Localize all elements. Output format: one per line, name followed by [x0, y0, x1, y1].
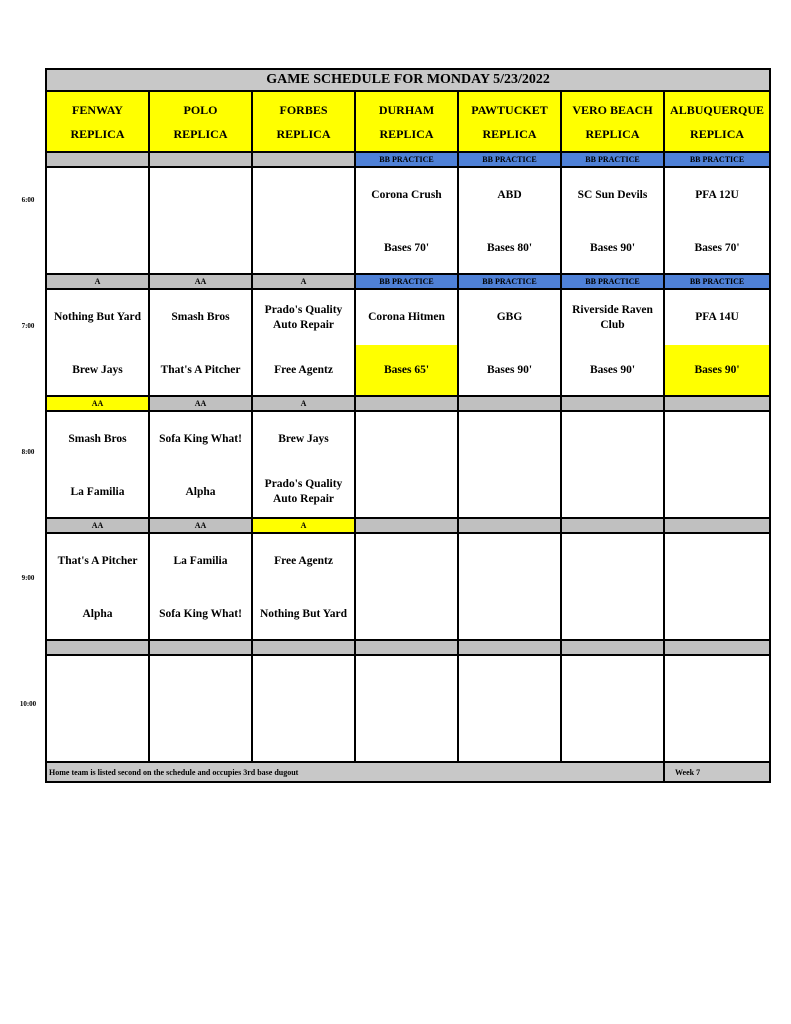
- home-team: [562, 711, 663, 761]
- home-team: [459, 589, 560, 639]
- visitor-team: That's A Pitcher: [57, 555, 138, 567]
- time-label-8: 8:00: [21, 448, 35, 456]
- home-team: [356, 711, 457, 761]
- visitor-team: [356, 534, 457, 589]
- game-cell: [149, 411, 252, 518]
- game-cell: [46, 411, 149, 518]
- field-name: ALBUQUERQUE: [670, 102, 765, 117]
- time-label-7: 7:00: [21, 322, 35, 330]
- home-team: Prado's Quality Auto Repair: [264, 478, 343, 505]
- division-label: [664, 518, 770, 533]
- visitor-team: [253, 168, 354, 223]
- practice-label: BB PRACTICE: [355, 152, 458, 167]
- division-label: [664, 640, 770, 655]
- bases-distance: Bases 65': [356, 345, 457, 395]
- game-cell: [561, 411, 664, 518]
- schedule-title: GAME SCHEDULE FOR MONDAY 5/23/2022: [46, 69, 770, 91]
- division-label-row: [46, 274, 770, 289]
- game-cell: [252, 289, 355, 396]
- game-cell: [149, 167, 252, 274]
- game-cell: [664, 655, 770, 762]
- practice-team: Riverside Raven Club: [572, 303, 653, 331]
- time-label-10: 10:00: [19, 700, 37, 708]
- bases-distance: Bases 90': [589, 241, 636, 254]
- game-cell: [561, 533, 664, 640]
- footer-row: [46, 762, 770, 782]
- home-team: [356, 589, 457, 639]
- time-slot-row: [46, 411, 770, 518]
- visitor-team: [562, 656, 663, 711]
- bases-distance: Bases 90': [665, 345, 769, 395]
- division-label: [664, 396, 770, 411]
- practice-label: BB PRACTICE: [664, 274, 770, 289]
- division-label: [458, 396, 561, 411]
- game-cell: [46, 289, 149, 396]
- home-team: [562, 467, 663, 517]
- division-label: A: [46, 274, 149, 289]
- home-team: [356, 467, 457, 517]
- game-cell: [252, 167, 355, 274]
- practice-label: BB PRACTICE: [561, 152, 664, 167]
- practice-team: SC Sun Devils: [577, 189, 648, 201]
- game-cell: [355, 533, 458, 640]
- home-team: [253, 223, 354, 273]
- game-cell: [149, 655, 252, 762]
- field-header-row: [46, 91, 770, 152]
- visitor-team: Sofa King What!: [159, 433, 242, 445]
- bases-distance: Bases 90': [589, 363, 636, 376]
- division-label: [149, 640, 252, 655]
- practice-team: PFA 14U: [695, 311, 739, 323]
- field-header-forbes: [252, 91, 355, 152]
- home-team: Free Agentz: [274, 363, 333, 376]
- visitor-team: [459, 534, 560, 589]
- division-label-row: [46, 640, 770, 655]
- division-label: AA: [149, 396, 252, 411]
- division-label: [149, 152, 252, 167]
- division-label: A: [252, 518, 355, 533]
- home-team: [150, 223, 251, 273]
- game-cell: [561, 167, 664, 274]
- game-cell: [664, 411, 770, 518]
- division-label: AA: [46, 396, 149, 411]
- visitor-team: Nothing But Yard: [53, 311, 142, 323]
- game-cell: [252, 655, 355, 762]
- division-label: AA: [46, 518, 149, 533]
- field-name: PAWTUCKET: [471, 102, 548, 117]
- game-cell: [46, 167, 149, 274]
- home-team: Sofa King What!: [159, 607, 242, 620]
- home-team: Alpha: [185, 485, 216, 498]
- division-label: [252, 152, 355, 167]
- division-label: A: [252, 396, 355, 411]
- practice-team: ABD: [497, 189, 522, 201]
- field-sub: REPLICA: [379, 126, 434, 141]
- practice-team: GBG: [496, 311, 523, 323]
- game-cell: [561, 655, 664, 762]
- game-cell: [355, 411, 458, 518]
- home-team: [253, 711, 354, 761]
- time-slot-row: [46, 289, 770, 396]
- division-label-row: [46, 518, 770, 533]
- home-team: That's A Pitcher: [160, 363, 241, 376]
- visitor-team: [562, 534, 663, 589]
- bases-distance: Bases 90': [486, 363, 533, 376]
- division-label-row: [46, 396, 770, 411]
- field-sub: REPLICA: [276, 126, 331, 141]
- game-cell: [664, 533, 770, 640]
- home-team: [459, 711, 560, 761]
- field-name: VERO BEACH: [572, 102, 653, 117]
- division-label: [458, 518, 561, 533]
- time-label-6: 6:00: [21, 196, 35, 204]
- time-slot-row: [46, 655, 770, 762]
- game-cell: [252, 411, 355, 518]
- home-team: [150, 711, 251, 761]
- division-label: [561, 396, 664, 411]
- game-cell: [458, 533, 561, 640]
- game-cell: [561, 289, 664, 396]
- game-cell: [252, 533, 355, 640]
- visitor-team: [150, 168, 251, 223]
- division-label: AA: [149, 274, 252, 289]
- week-label: Week 7: [664, 762, 770, 782]
- home-team: Alpha: [82, 607, 113, 620]
- division-label: [561, 518, 664, 533]
- visitor-team: [665, 656, 769, 711]
- visitor-team: [459, 412, 560, 467]
- visitor-team: [253, 656, 354, 711]
- visitor-team: [356, 412, 457, 467]
- practice-label: BB PRACTICE: [458, 274, 561, 289]
- field-sub: REPLICA: [173, 126, 228, 141]
- visitor-team: Free Agentz: [274, 555, 333, 567]
- home-team: Brew Jays: [72, 363, 123, 376]
- visitor-team: [356, 656, 457, 711]
- time-label-9: 9:00: [21, 574, 35, 582]
- visitor-team: [47, 656, 148, 711]
- division-label: [355, 396, 458, 411]
- division-label: [46, 640, 149, 655]
- field-sub: REPLICA: [70, 126, 125, 141]
- division-label: [458, 640, 561, 655]
- practice-label: BB PRACTICE: [664, 152, 770, 167]
- visitor-team: [150, 656, 251, 711]
- home-team: La Familia: [70, 485, 125, 498]
- game-cell: [458, 411, 561, 518]
- practice-team: Corona Hitmen: [368, 311, 445, 323]
- game-cell: [355, 655, 458, 762]
- field-name: FENWAY: [72, 102, 123, 117]
- visitor-team: Brew Jays: [278, 433, 329, 445]
- division-label: A: [252, 274, 355, 289]
- field-name: POLO: [183, 102, 218, 117]
- visitor-team: Smash Bros: [171, 311, 230, 323]
- practice-label: BB PRACTICE: [355, 274, 458, 289]
- game-cell: [46, 533, 149, 640]
- home-team: [459, 467, 560, 517]
- bases-distance: Bases 80': [486, 241, 533, 254]
- home-team: [665, 467, 769, 517]
- home-team: [665, 711, 769, 761]
- visitor-team: [459, 656, 560, 711]
- field-sub: REPLICA: [482, 126, 537, 141]
- field-header-vero-beach: [561, 91, 664, 152]
- division-label: [355, 640, 458, 655]
- practice-team: PFA 12U: [695, 189, 739, 201]
- visitor-team: Smash Bros: [68, 433, 127, 445]
- practice-label: BB PRACTICE: [561, 274, 664, 289]
- game-cell: [46, 655, 149, 762]
- visitor-team: Prado's Quality Auto Repair: [264, 303, 343, 331]
- home-team: Nothing But Yard: [259, 607, 348, 620]
- division-label: [46, 152, 149, 167]
- division-label-row: [46, 152, 770, 167]
- field-sub: REPLICA: [690, 126, 745, 141]
- home-team: [47, 223, 148, 273]
- visitor-team: [665, 534, 769, 589]
- visitor-team: [47, 168, 148, 223]
- division-label: [252, 640, 355, 655]
- game-cell: [355, 289, 458, 396]
- game-cell: [664, 167, 770, 274]
- field-header-polo: [149, 91, 252, 152]
- visitor-team: [562, 412, 663, 467]
- division-label: [561, 640, 664, 655]
- practice-label: BB PRACTICE: [458, 152, 561, 167]
- field-sub: REPLICA: [585, 126, 640, 141]
- game-cell: [458, 289, 561, 396]
- schedule-table: [45, 68, 771, 783]
- field-name: DURHAM: [378, 102, 435, 117]
- game-cell: [458, 167, 561, 274]
- field-name: FORBES: [279, 102, 328, 117]
- time-slot-row: [46, 167, 770, 274]
- division-label: [355, 518, 458, 533]
- visitor-team: [665, 412, 769, 467]
- home-team: [562, 589, 663, 639]
- field-header-fenway: [46, 91, 149, 152]
- game-cell: [355, 167, 458, 274]
- practice-team: Corona Crush: [371, 189, 442, 201]
- home-team: [665, 589, 769, 639]
- game-cell: [149, 289, 252, 396]
- field-header-durham: [355, 91, 458, 152]
- game-cell: [458, 655, 561, 762]
- field-header-pawtucket: [458, 91, 561, 152]
- visitor-team: La Familia: [173, 555, 228, 567]
- bases-distance: Bases 70': [383, 241, 430, 254]
- division-label: AA: [149, 518, 252, 533]
- title-row: [46, 69, 770, 91]
- game-cell: [664, 289, 770, 396]
- time-slot-row: [46, 533, 770, 640]
- home-team: [47, 711, 148, 761]
- home-team-note: Home team is listed second on the schedule and occupies 3rd base dugout: [46, 762, 664, 782]
- field-header-albuquerque: [664, 91, 770, 152]
- bases-distance: Bases 70': [694, 241, 740, 254]
- game-cell: [149, 533, 252, 640]
